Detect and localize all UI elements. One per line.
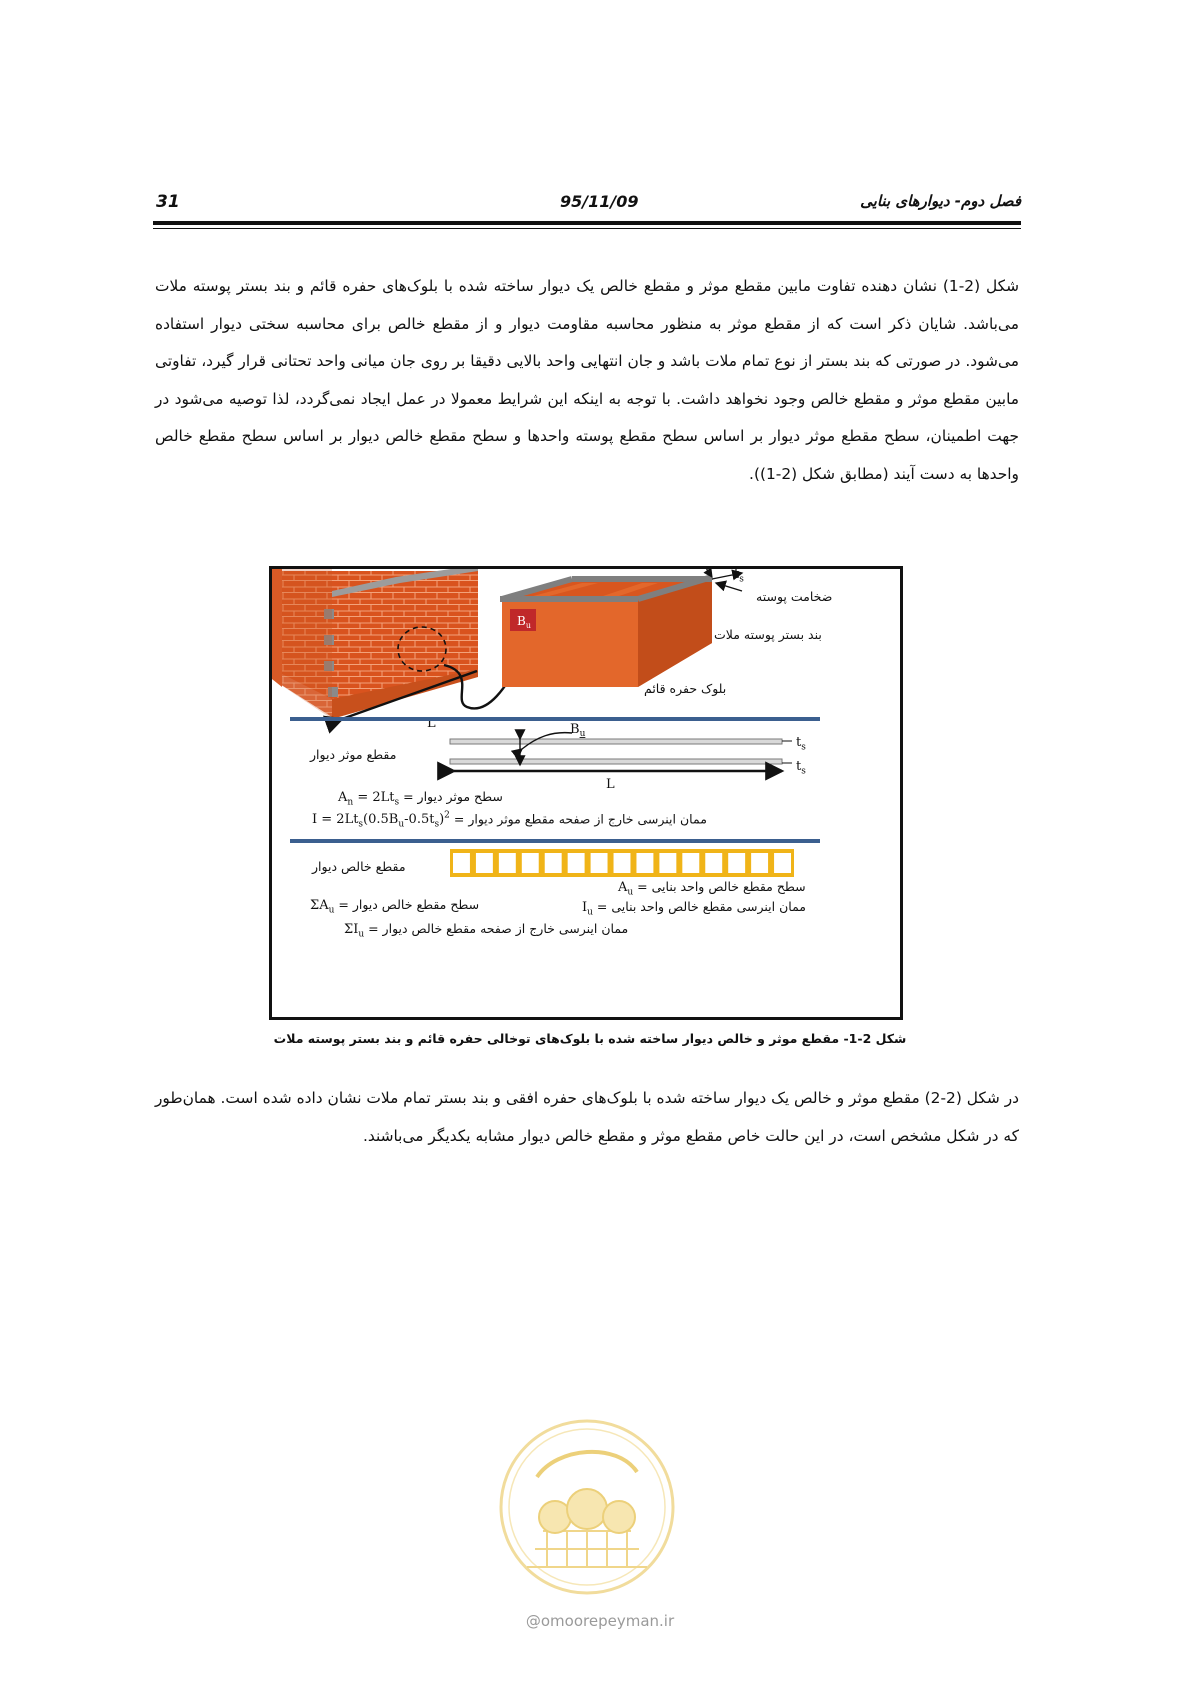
brick-wall (272, 569, 478, 719)
net-cell (568, 853, 585, 873)
paragraph-2: در شکل (2-2) مقطع موثر و خالص یک دیوار ساخته شده با بلوک‌های حفره افقی و بند بستر تمام ملات نشان داده شده است. همان‌طور که در شکل مشخص است، در این حالت خاص مقطع موثر و مقطع خالص دیوار مشابه یکدیگر می‌باشند. (155, 1089, 1019, 1145)
page-number: 31 (156, 192, 180, 212)
net-cell (453, 853, 470, 873)
net-cell (774, 853, 791, 873)
figure-caption: شکل 2-1- مقطع موثر و خالص دیوار ساخته شده با بلوک‌های توخالی حفره قائم و بند بستر پوسته ملات (273, 1031, 907, 1046)
page-header (153, 188, 1021, 218)
effective-section-label: مقطع موثر دیوار (310, 747, 397, 762)
shell-thickness-label: ضخامت پوسته (756, 589, 833, 604)
chapter-title: فصل دوم- دیوارهای بنایی (860, 192, 1021, 210)
net-cell (499, 853, 516, 873)
website-watermark: @omoorepeyman.ir (525, 1612, 675, 1630)
net-cell (522, 853, 539, 873)
wall-net-area-formula: سطح مقطع خالص دیوار = $\Sigma A_u$ (310, 897, 480, 916)
net-cell (682, 853, 699, 873)
net-cell (728, 853, 745, 873)
net-section-label: مقطع خالص دیوار (312, 859, 406, 874)
header-rule (153, 221, 1021, 225)
header-date: 95/11/09 (560, 192, 639, 211)
net-cell (751, 853, 768, 873)
net-cell (614, 853, 631, 873)
effective-area-formula: سطح موثر دیوار = $A_n = 2Lt_s$ (338, 789, 503, 808)
mortar-bed-label: بند بستر پوسته ملات (714, 627, 822, 642)
length-label-top: L (427, 716, 436, 731)
unit-area-formula: سطح مقطع خالص واحد بنایی = $A_u$ (618, 879, 806, 898)
effective-inertia-formula: ممان اینرسی خارج از صفحه مقطع موثر دیوار = $I = 2Lt_s(0.5B_u-0.5t_s)^2$ (312, 811, 707, 830)
ts-label-1: $t_s$ (796, 735, 806, 753)
net-section-cells (450, 849, 794, 877)
effective-section (450, 733, 792, 771)
watermark-logo (497, 1417, 677, 1597)
unit-inertia-formula: ممان اینرسی مقطع خالص واحد بنایی = $I_u$ (582, 899, 806, 918)
bu-label: $B_u$ (570, 722, 586, 739)
net-cell (705, 853, 722, 873)
ts-label-2: $t_s$ (796, 759, 806, 777)
net-cell (636, 853, 653, 873)
hollow-block-label: بلوک حفره قائم (644, 681, 727, 696)
net-cell (545, 853, 562, 873)
net-cell (476, 853, 493, 873)
header-rule-thin (153, 228, 1021, 229)
ts-label-top: $t_s$ (734, 567, 744, 585)
figure-2-1 (269, 566, 903, 1020)
bu-box-label: $B_u$ (517, 614, 531, 630)
net-cell (591, 853, 608, 873)
paragraph-1: شکل (2-1) نشان دهنده تفاوت مابین مقطع موثر و مقطع خالص یک دیوار ساخته شده با بلوک‌های حفره قائم و بند بستر پوسته ملات می‌باشد. شایان ذکر است که از مقطع موثر به منظور محاسبه مقاومت دیوار و از مقطع خالص برای محاسبه سختی دیوار استفاده می‌شود. در صورتی که بند بستر از نوع تمام ملات باشد و جان انتهایی واحد بالایی دقیقا بر روی جان میانی واحد تحتانی قرار گیرد، تفاوتی مابین مقطع موثر و مقطع خالص وجود نخواهد داشت. با توجه به اینکه این شرایط معمولا در عمل ایجاد نمی‌گردد، لذا توصیه می‌شود در جهت اطمینان، سطح مقطع موثر دیوار بر اساس سطح مقطع پوسته واحدها و سطح مقطع خالص دیوار بر اساس سطح مقطع خالص واحدها به دست آیند (مطابق شکل (2-1)). (155, 277, 1019, 483)
length-label-mid: L (606, 777, 615, 792)
wall-net-inertia-formula: ممان اینرسی خارج از صفحه مقطع خالص دیوار = $\Sigma I_u$ (344, 921, 629, 940)
net-cell (659, 853, 676, 873)
hollow-block (500, 577, 712, 687)
